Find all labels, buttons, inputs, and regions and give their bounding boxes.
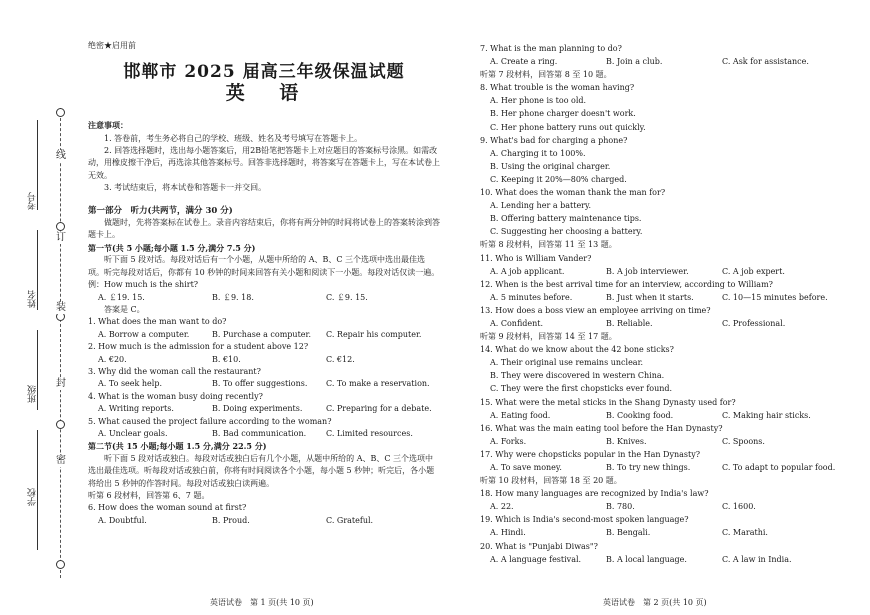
question-options xyxy=(480,291,840,304)
question: 19. Which is India's second-most spoken language? xyxy=(480,515,689,525)
question: 8. What trouble is the woman having? xyxy=(480,83,635,93)
page-footer-right: 英语试卷 第 2 页(共 10 页) xyxy=(603,598,707,607)
option: B. Knives. xyxy=(606,436,647,446)
material-label: 听第 6 段材料，回答第 6、7 题。 xyxy=(88,491,210,500)
material-label: 听第 7 段材料，回答第 8 至 10 题。 xyxy=(480,70,612,80)
field-school: 学校 xyxy=(28,488,38,506)
notice-heading: 注意事项： xyxy=(88,120,128,131)
option: B. 780. xyxy=(606,502,635,512)
cut-char: 封 xyxy=(53,378,69,390)
question: 20. What is "Punjabi Diwas"? xyxy=(480,541,598,551)
question-options xyxy=(480,409,840,422)
option: A. 5 minutes before. xyxy=(490,292,573,302)
option: A. Lending her a battery. xyxy=(490,201,592,211)
question-options xyxy=(480,317,840,330)
question: 9. What's bad for charging a phone? xyxy=(480,135,628,145)
question-options xyxy=(480,553,840,566)
option: A. To seek help. xyxy=(98,379,163,389)
example-question: 例：How much is the shirt? xyxy=(88,280,199,290)
option: C. ￡9. 15. xyxy=(326,292,368,302)
option: B. Reliable. xyxy=(606,318,653,328)
option: C. Spoons. xyxy=(722,436,765,446)
option: C. To adapt to popular food. xyxy=(722,463,836,472)
option: C. Professional. xyxy=(722,318,786,328)
option: B. Cooking food. xyxy=(606,410,674,420)
option: C. A law in India. xyxy=(722,554,792,564)
cut-line xyxy=(60,108,61,578)
option: A. Writing reports. xyxy=(98,404,174,414)
cut-char: 订 xyxy=(53,232,69,244)
question: 3. Why did the woman call the restaurant? xyxy=(88,366,261,376)
option: C. Making hair sticks. xyxy=(722,410,811,420)
option: A. Forks. xyxy=(490,436,527,446)
option: A. €20. xyxy=(98,354,127,364)
question: 18. How many languages are recognized by India's law? xyxy=(480,489,709,499)
option: A. A job applicant. xyxy=(490,266,565,276)
binding-margin xyxy=(0,0,80,615)
option: B. Purchase a computer. xyxy=(212,329,312,339)
option: C. Marathi. xyxy=(722,528,768,538)
question-options xyxy=(480,265,840,278)
question: 4. What is the woman busy doing recently? xyxy=(88,391,263,401)
option: C. Repair his computer. xyxy=(326,329,422,339)
option: B. They were discovered in western China. xyxy=(490,371,665,381)
option: C. Suggesting her choosing a battery. xyxy=(490,227,643,237)
option: C. 10—15 minutes before. xyxy=(722,292,828,302)
question-options xyxy=(88,428,440,440)
section1-intro: 听下面 5 段对话。每段对话后有一个小题，从题中所给的 A、B、C 三个选项中选出最佳选项。听完每段对话后，你都有 10 秒钟的时间来回答有关小题和阅读下一小题。每段对话仅读一遍。 xyxy=(88,255,440,277)
section1-heading: 第一节(共 5 小题;每小题 1.5 分,满分 7.5 分) xyxy=(88,242,256,253)
option: B. Using the original charger. xyxy=(490,161,611,171)
option: A. A language festival. xyxy=(490,554,582,564)
material-label: 听第 9 段材料，回答第 14 至 17 题。 xyxy=(480,332,617,342)
option: A. Unclear goals. xyxy=(98,428,168,438)
question: 13. How does a boss view an employee arriving on time? xyxy=(480,305,711,315)
question: 17. Why were chopsticks popular in the Han Dynasty? xyxy=(480,449,701,459)
question: 16. What was the main eating tool before the Han Dynasty? xyxy=(480,423,723,433)
notice-line: 1. 答卷前，考生务必将自己的学校、班级、姓名及考号填写在答题卡上。 xyxy=(104,133,363,143)
option: C. Ask for assistance. xyxy=(722,57,809,67)
cut-char: 密 xyxy=(53,455,69,467)
right-column xyxy=(480,42,840,566)
question: 15. What were the metal sticks in the Shang Dynasty used for? xyxy=(480,397,736,407)
option: C. 1600. xyxy=(722,502,756,512)
example-answer: 答案是 C。 xyxy=(104,304,145,314)
option: B. To offer suggestions. xyxy=(212,379,308,389)
question-options xyxy=(480,55,840,68)
question: 6. How does the woman sound at first? xyxy=(88,503,247,513)
option: A. Doubtful. xyxy=(98,515,147,525)
question: 5. What caused the project failure according to the woman? xyxy=(88,416,332,426)
question: 14. What do we know about the 42 bone sticks? xyxy=(480,345,674,355)
question-options xyxy=(480,461,840,474)
subject-title: 英 语 xyxy=(225,81,313,104)
example-options xyxy=(88,292,440,304)
option: C. Her phone battery runs out quickly. xyxy=(490,122,646,132)
notice-line: 2. 回答选择题时，选出每小题答案后，用2B铅笔把答题卡上对应题目的答案标号涂黑。如需改动，用橡皮擦干净后，再选涂其他答案标号。回答非选择题时，将答案写在答题卡上，写在本试卷上无效。 xyxy=(88,146,440,180)
option: B. ￡9. 18. xyxy=(212,292,254,302)
option: B. A local language. xyxy=(606,554,687,564)
left-questions xyxy=(88,316,440,440)
question: 10. What does the woman thank the man for? xyxy=(480,188,666,198)
option: C. Keeping it 20%—80% charged. xyxy=(490,174,627,184)
question-options xyxy=(480,526,840,539)
question: 7. What is the man planning to do? xyxy=(480,44,622,53)
option: B. Offering battery maintenance tips. xyxy=(490,214,642,224)
option: B. A job interviewer. xyxy=(606,266,689,276)
left-column xyxy=(88,40,440,527)
binding-hole xyxy=(56,420,65,429)
section2-heading: 第二节(共 15 小题;每小题 1.5 分,满分 22.5 分) xyxy=(88,441,267,452)
part1-heading: 第一部分 听力(共两节，满分 30 分) xyxy=(88,205,233,216)
option: A. Borrow a computer. xyxy=(98,329,190,339)
option: B. €10. xyxy=(212,354,241,364)
binding-hole xyxy=(56,108,65,117)
option: A. Eating food. xyxy=(490,410,551,420)
question: 11. Who is William Vander? xyxy=(480,253,592,263)
question-options xyxy=(88,378,440,390)
option: C. Grateful. xyxy=(326,515,374,525)
question-options xyxy=(88,515,440,527)
notice-line: 3. 考试结束后，将本试卷和答题卡一并交回。 xyxy=(104,183,267,193)
option: A. Confident. xyxy=(490,318,544,328)
option: A. ￡19. 15. xyxy=(98,292,145,302)
material-label: 听第 8 段材料，回答第 11 至 13 题。 xyxy=(480,240,617,250)
option: B. To try new things. xyxy=(606,463,691,472)
question: 2. How much is the admission for a student above 12? xyxy=(88,342,309,352)
section2-intro: 听下面 5 段对话或独白。每段对话或独白后有几个小题，从题中所给的 A、B、C 三个选项中选出最佳选项。听每段对话或独白前，你将有时间阅读各个小题，每小题 5 秒钟；听完后，各小题将给出 5 秒钟的作答时间。每段对话或独白读两遍。 xyxy=(88,453,435,488)
option: A. To save money. xyxy=(490,463,562,472)
option: C. A job expert. xyxy=(722,266,785,276)
question-options xyxy=(480,500,840,513)
option: B. Doing experiments. xyxy=(212,404,303,414)
question-options xyxy=(88,403,440,415)
part1-intro: 做题时，先将答案标在试卷上。录音内容结束后，你将有两分钟的时间将试卷上的答案转涂到答题卡上。 xyxy=(88,218,440,240)
option: C. Limited resources. xyxy=(326,428,413,438)
option: B. Proud. xyxy=(212,515,250,525)
option: B. Bad communication. xyxy=(212,428,307,438)
option: B. Just when it starts. xyxy=(606,292,694,302)
cut-char: 线 xyxy=(53,150,69,162)
question-options xyxy=(88,329,440,341)
cut-char: 装 xyxy=(53,302,69,314)
option: C. Preparing for a debate. xyxy=(326,404,432,414)
field-name: 姓名 xyxy=(28,290,38,308)
option: A. Her phone is too old. xyxy=(490,96,587,106)
option: C. To make a reservation. xyxy=(326,379,430,389)
question: 1. What does the man want to do? xyxy=(88,317,227,327)
option: A. Charging it to 100%. xyxy=(490,148,586,158)
question: 12. When is the best arrival time for an interview, according to William? xyxy=(480,279,773,289)
binding-hole xyxy=(56,560,65,569)
option: B. Bengali. xyxy=(606,528,651,538)
secret-label: 绝密★启用前 xyxy=(88,41,136,50)
option: A. Create a ring. xyxy=(490,57,558,67)
option: A. Hindi. xyxy=(490,528,526,538)
question-options xyxy=(480,435,840,448)
exam-title: 邯郸市 2025 届高三年级保温试题 xyxy=(123,62,405,83)
option: B. Her phone charger doesn't work. xyxy=(490,109,636,119)
material-label: 听第 10 段材料，回答第 18 至 20 题。 xyxy=(480,476,622,486)
binding-hole xyxy=(56,222,65,231)
option: A. Their original use remains unclear. xyxy=(490,358,644,368)
field-exam-number: 考号 xyxy=(28,192,38,210)
field-class: 班级 xyxy=(28,385,38,403)
question-options xyxy=(88,354,440,366)
option: C. €12. xyxy=(326,354,355,364)
option: B. Join a club. xyxy=(606,57,663,67)
option: A. 22. xyxy=(490,502,514,512)
option: C. They were the first chopsticks ever found. xyxy=(490,384,673,394)
page-footer-left: 英语试卷 第 1 页(共 10 页) xyxy=(210,598,314,607)
